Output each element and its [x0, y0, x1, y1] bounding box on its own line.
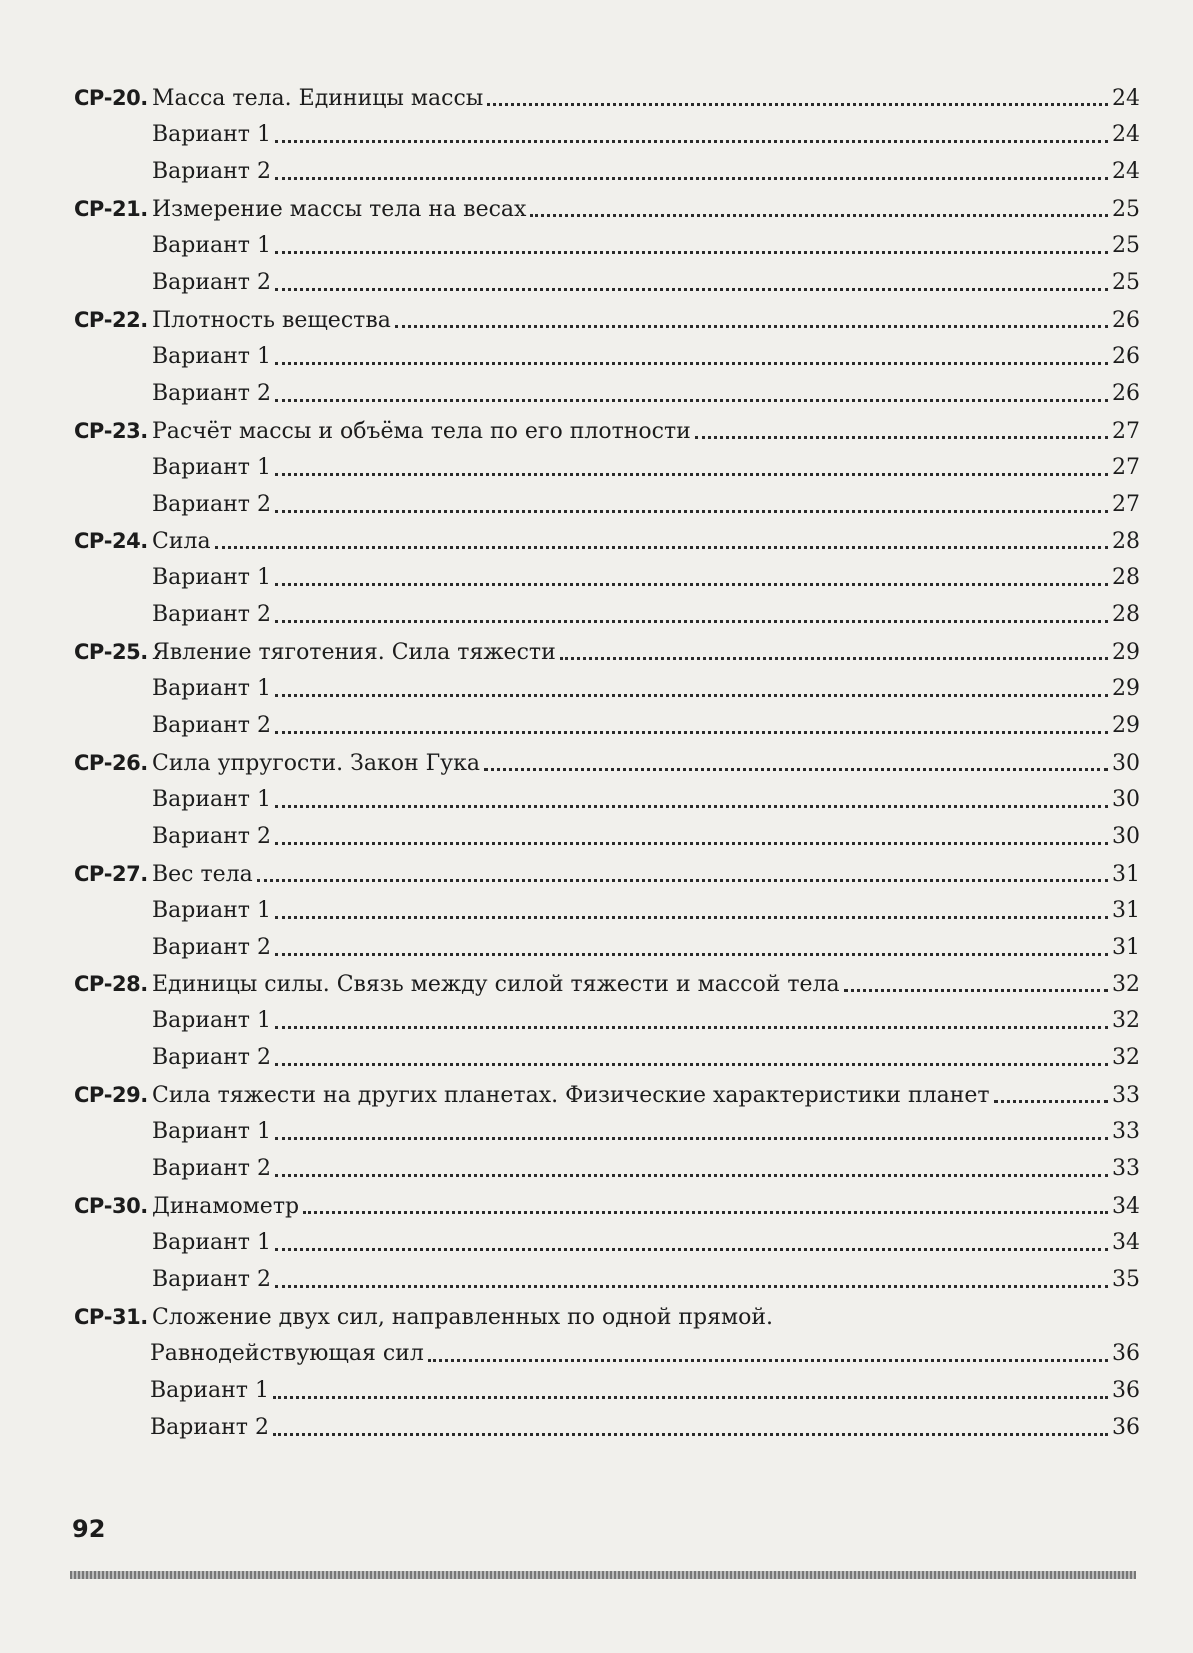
- entry-title: Расчёт массы и объёма тела по его плотности: [152, 419, 691, 444]
- variant-page: 33: [1112, 1119, 1140, 1144]
- variant-page: 28: [1112, 602, 1140, 627]
- entry-title: Масса тела. Единицы массы: [152, 86, 484, 111]
- variant-label: Вариант 2: [152, 713, 271, 738]
- entry-code: СР-28.: [74, 972, 148, 996]
- toc-variant: [152, 1114, 1140, 1150]
- variant-label: Вариант 2: [152, 1267, 271, 1292]
- entry-title: Вес тела: [152, 862, 253, 887]
- toc-variant: [152, 487, 1140, 523]
- entry-title: Явление тяготения. Сила тяжести: [152, 640, 556, 665]
- entry-page: 31: [1112, 862, 1140, 887]
- leader-dots: [215, 546, 1108, 549]
- leader-dots: [275, 805, 1108, 808]
- leader-dots: [695, 436, 1108, 439]
- variant-label: Вариант 2: [152, 602, 271, 627]
- entry-page: 30: [1112, 751, 1140, 776]
- entry-page: 33: [1112, 1083, 1140, 1108]
- variant-label: Вариант 2: [152, 824, 271, 849]
- entry-page: 28: [1112, 529, 1140, 554]
- toc-variant: [150, 1410, 1140, 1446]
- variant-page: 27: [1112, 492, 1140, 517]
- toc-entry-continuation: [150, 1336, 1140, 1372]
- leader-dots: [275, 842, 1108, 845]
- entry-title: Сложение двух сил, направленных по одной прямой.: [152, 1305, 774, 1330]
- variant-page: 26: [1112, 344, 1140, 369]
- entry-page: 24: [1112, 86, 1140, 111]
- toc-variant: [150, 1373, 1140, 1409]
- variant-label: Вариант 1: [152, 122, 271, 147]
- variant-label: Вариант 2: [152, 381, 271, 406]
- toc-variant: [152, 1225, 1140, 1261]
- toc-entry: [74, 856, 1140, 892]
- leader-dots: [395, 325, 1108, 328]
- toc-variant: [152, 560, 1140, 596]
- toc-variant: [152, 1003, 1140, 1039]
- leader-dots: [275, 177, 1108, 180]
- toc-entry: [74, 302, 1140, 338]
- variant-label: Вариант 2: [152, 159, 271, 184]
- leader-dots: [484, 768, 1108, 771]
- variant-label: Вариант 2: [152, 1156, 271, 1181]
- entry-title: Единицы силы. Связь между силой тяжести и массой тела: [152, 972, 840, 997]
- toc-entry: [74, 80, 1140, 116]
- leader-dots: [275, 1174, 1108, 1177]
- leader-dots: [275, 916, 1108, 919]
- variant-page: 35: [1112, 1267, 1140, 1292]
- leader-dots: [560, 657, 1108, 660]
- variant-page: 24: [1112, 122, 1140, 147]
- entry-code: СР-30.: [74, 1194, 148, 1218]
- variant-label: Вариант 1: [152, 676, 271, 701]
- variant-page: 30: [1112, 824, 1140, 849]
- leader-dots: [275, 251, 1108, 254]
- leader-dots: [275, 583, 1108, 586]
- leader-dots: [487, 103, 1108, 106]
- toc-variant: [152, 819, 1140, 855]
- variant-page: 36: [1112, 1415, 1140, 1440]
- variant-label: Вариант 1: [152, 898, 271, 923]
- variant-page: 27: [1112, 455, 1140, 480]
- entry-page: 25: [1112, 197, 1140, 222]
- leader-dots: [275, 694, 1108, 697]
- variant-label: Вариант 1: [152, 455, 271, 480]
- toc-variant: [152, 1151, 1140, 1187]
- entry-title: Сила упругости. Закон Гука: [152, 751, 480, 776]
- entry-code: СР-22.: [74, 308, 148, 332]
- variant-page: 36: [1112, 1378, 1140, 1403]
- toc-variant: [152, 339, 1140, 375]
- variant-page: 33: [1112, 1156, 1140, 1181]
- entry-code: СР-27.: [74, 862, 148, 886]
- variant-label: Вариант 1: [152, 1008, 271, 1033]
- variant-label: Вариант 1: [152, 1119, 271, 1144]
- leader-dots: [275, 473, 1108, 476]
- entry-title: Плотность вещества: [152, 308, 391, 333]
- entry-title-continuation: Равнодействующая сил: [150, 1341, 424, 1366]
- leader-dots: [428, 1359, 1108, 1362]
- variant-label: Вариант 2: [150, 1415, 269, 1440]
- toc-variant: [152, 930, 1140, 966]
- leader-dots: [275, 140, 1108, 143]
- toc-entry: [74, 966, 1140, 1002]
- variant-label: Вариант 1: [152, 565, 271, 590]
- toc-variant: [152, 1262, 1140, 1298]
- leader-dots: [275, 1026, 1108, 1029]
- variant-page: 25: [1112, 270, 1140, 295]
- variant-label: Вариант 2: [152, 492, 271, 517]
- toc-entry: [74, 1299, 1140, 1335]
- toc-entry: [74, 191, 1140, 227]
- entry-title: Сила: [152, 529, 211, 554]
- entry-code: СР-31.: [74, 1305, 148, 1329]
- variant-page: 31: [1112, 898, 1140, 923]
- variant-label: Вариант 1: [152, 344, 271, 369]
- leader-dots: [275, 510, 1108, 513]
- entry-code: СР-25.: [74, 640, 148, 664]
- leader-dots: [275, 953, 1108, 956]
- variant-page: 24: [1112, 159, 1140, 184]
- leader-dots: [273, 1396, 1108, 1399]
- leader-dots: [275, 1137, 1108, 1140]
- leader-dots: [844, 989, 1108, 992]
- toc-variant: [152, 154, 1140, 190]
- page-number: 92: [72, 1515, 106, 1543]
- toc-variant: [152, 671, 1140, 707]
- variant-label: Вариант 1: [152, 787, 271, 812]
- variant-label: Вариант 2: [152, 1045, 271, 1070]
- toc-variant: [152, 893, 1140, 929]
- entry-page: 34: [1112, 1194, 1140, 1219]
- toc-entry: [74, 634, 1140, 670]
- leader-dots: [273, 1433, 1108, 1436]
- leader-dots: [275, 399, 1108, 402]
- variant-label: Вариант 1: [152, 233, 271, 258]
- toc-entry: [74, 413, 1140, 449]
- leader-dots: [303, 1211, 1108, 1214]
- entry-title: Динамометр: [152, 1194, 300, 1219]
- toc-variant: [152, 708, 1140, 744]
- leader-dots: [275, 362, 1108, 365]
- entry-page: 27: [1112, 419, 1140, 444]
- entry-code: СР-23.: [74, 419, 148, 443]
- entry-code: СР-29.: [74, 1083, 148, 1107]
- entry-code: СР-26.: [74, 751, 148, 775]
- toc-variant: [152, 450, 1140, 486]
- leader-dots: [275, 288, 1108, 291]
- entry-page: 29: [1112, 640, 1140, 665]
- toc-variant: [152, 117, 1140, 153]
- entry-page: 26: [1112, 308, 1140, 333]
- toc-variant: [152, 228, 1140, 264]
- variant-label: Вариант 2: [152, 270, 271, 295]
- variant-page: 32: [1112, 1045, 1140, 1070]
- toc-entry: [74, 523, 1140, 559]
- variant-label: Вариант 1: [150, 1378, 269, 1403]
- variant-page: 32: [1112, 1008, 1140, 1033]
- variant-page: 34: [1112, 1230, 1140, 1255]
- leader-dots: [275, 731, 1108, 734]
- leader-dots: [275, 1285, 1108, 1288]
- toc-variant: [152, 376, 1140, 412]
- leader-dots: [275, 1248, 1108, 1251]
- toc-variant: [152, 1040, 1140, 1076]
- toc-variant: [152, 597, 1140, 633]
- entry-title: Измерение массы тела на весах: [152, 197, 527, 222]
- entry-code: СР-24.: [74, 529, 148, 553]
- leader-dots: [530, 214, 1108, 217]
- entry-code: СР-21.: [74, 197, 148, 221]
- toc-entry: [74, 1188, 1140, 1224]
- variant-page: 29: [1112, 676, 1140, 701]
- leader-dots: [994, 1100, 1108, 1103]
- leader-dots: [275, 1063, 1108, 1066]
- variant-label: Вариант 2: [152, 935, 271, 960]
- toc-entry: [74, 745, 1140, 781]
- variant-page: 25: [1112, 233, 1140, 258]
- variant-page: 30: [1112, 787, 1140, 812]
- leader-dots: [257, 879, 1108, 882]
- variant-page: 29: [1112, 713, 1140, 738]
- toc-variant: [152, 782, 1140, 818]
- leader-dots: [275, 620, 1108, 623]
- variant-label: Вариант 1: [152, 1230, 271, 1255]
- variant-page: 28: [1112, 565, 1140, 590]
- toc-variant: [152, 265, 1140, 301]
- entry-code: СР-20.: [74, 86, 148, 110]
- variant-page: 31: [1112, 935, 1140, 960]
- footer-rule: [70, 1571, 1136, 1579]
- toc-entry: [74, 1077, 1140, 1113]
- entry-page: 36: [1112, 1341, 1140, 1366]
- entry-title: Сила тяжести на других планетах. Физические характеристики планет: [152, 1083, 990, 1108]
- variant-page: 26: [1112, 381, 1140, 406]
- entry-page: 32: [1112, 972, 1140, 997]
